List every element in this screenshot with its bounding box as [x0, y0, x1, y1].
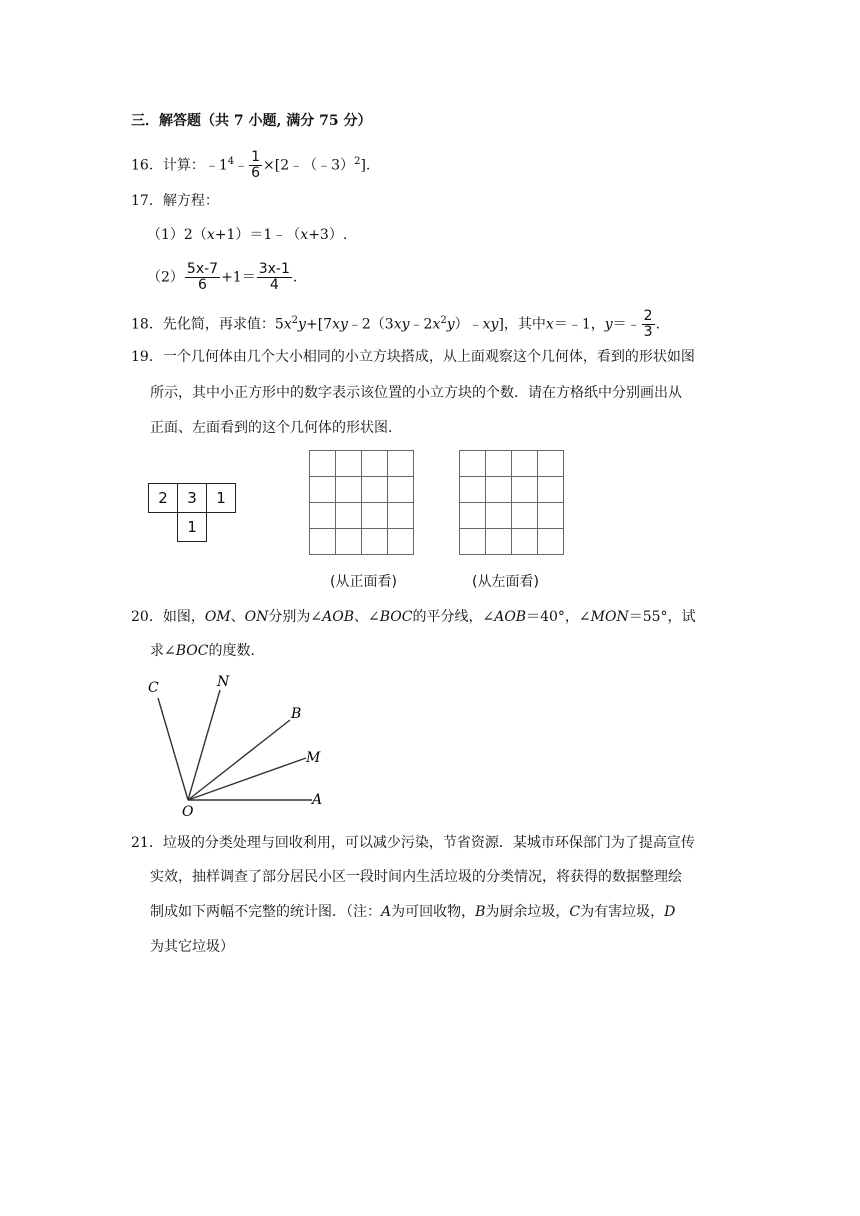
question-number: 20．	[131, 609, 163, 625]
question-17	[131, 191, 219, 211]
var-x: x	[432, 316, 441, 333]
question-20-line-2	[150, 641, 264, 661]
q21-text: 垃圾的分类处理与回收利用，可以减少污染，节省资源．某城市环保部门为了提高宣传	[162, 835, 695, 851]
q18-text-e: ]，其中	[498, 316, 546, 333]
q17-part-1	[147, 225, 347, 245]
q16-exponent-2: 2	[354, 155, 361, 167]
q18-text: 先化简，再求值：5	[162, 316, 284, 333]
q17-fraction-a	[185, 262, 220, 293]
caption-left-view: (从左面看)	[472, 574, 539, 590]
fraction-denominator: 6	[198, 277, 207, 293]
section-heading: 三．解答题（共 7 小题, 满分 75 分）	[131, 113, 372, 129]
var-c: C	[569, 904, 581, 920]
fraction-denominator: 4	[269, 277, 279, 293]
question-number: 16．	[131, 157, 163, 174]
q21-text: 为可回收物，	[391, 904, 476, 920]
var-xy: xy	[393, 316, 410, 333]
question-21-line-2: 实效，抽样调查了部分居民小区一段时间内生活垃圾的分类情况，将获得的数据整理绘	[150, 869, 682, 885]
var-x: x	[300, 227, 309, 243]
q16-rest: ×[2﹣（﹣3）	[263, 157, 355, 174]
q17-p1-text-b: +1）＝1﹣（	[214, 227, 301, 243]
question-19-line-2: 所示，其中小正方形中的数字表示该位置的小立方块的个数．请在方格纸中分别画出从	[150, 385, 682, 401]
q16-exponent: 4	[227, 155, 235, 167]
front-view-grid[interactable]	[309, 450, 415, 556]
q17-p2-mid: +1＝	[221, 269, 256, 286]
cell: 1	[206, 483, 236, 513]
q21-text: 为其它垃圾）	[150, 939, 234, 955]
var-on: ON	[244, 609, 269, 625]
question-21-line-1	[131, 833, 695, 853]
q19-text-1: 一个几何体由几个大小相同的小立方块搭成，从上面观察这个几何体，看到的形状如图	[162, 349, 695, 365]
var-a: A	[381, 904, 392, 920]
q18-text-b: ﹣2（3	[347, 316, 394, 333]
label-a: A	[312, 792, 323, 808]
var-y: y	[446, 316, 455, 333]
question-16	[131, 150, 370, 181]
q16-lead: 计算：﹣1	[162, 157, 228, 174]
q16-end: ].	[360, 157, 371, 174]
var-b: B	[475, 904, 486, 920]
question-number: 21．	[131, 835, 163, 851]
q17-p1-text-c: +3）.	[308, 227, 348, 243]
q17-p2-end: .	[292, 269, 298, 286]
left-view-grid[interactable]	[459, 450, 565, 556]
q17-text: 解方程：	[162, 193, 219, 209]
label-m: M	[306, 750, 321, 766]
var-boc: BOC	[175, 643, 209, 659]
angle-diagram	[140, 670, 340, 820]
q18-end: .	[655, 316, 661, 333]
ray-on	[188, 690, 220, 800]
question-20-line-1	[131, 607, 696, 627]
exponent: 2	[291, 314, 299, 326]
question-19-line-1	[131, 347, 695, 367]
q18-text-a: [7	[317, 316, 333, 333]
part-label: （2）	[147, 269, 184, 286]
question-number: 17．	[131, 193, 163, 209]
q20-text: 、	[230, 609, 245, 625]
label-b: B	[291, 706, 302, 722]
label-c: C	[148, 680, 159, 696]
cell: 3	[177, 483, 207, 513]
q18-text-f: ＝﹣1，	[553, 316, 605, 333]
q21-text: 为厨余垃圾，	[485, 904, 570, 920]
q18-text-g: ＝﹣	[612, 316, 641, 333]
fraction-numerator: 1	[251, 149, 261, 165]
q17-part-2	[147, 262, 297, 293]
caption-front-view: (从正面看)	[330, 574, 397, 590]
q20-text: 的平分线，∠	[412, 609, 495, 625]
question-number: 19．	[131, 349, 163, 365]
question-21-line-4	[150, 937, 234, 957]
var-d: D	[664, 904, 676, 920]
var-xy: xy	[482, 316, 499, 333]
question-21-line-3	[150, 902, 675, 922]
var-om: OM	[204, 609, 231, 625]
var-aob: AOB	[322, 609, 354, 625]
cell: 2	[148, 483, 178, 513]
q20-text: 的度数．	[208, 643, 265, 659]
q20-text: 分别为∠	[268, 609, 323, 625]
var-y: y	[298, 316, 306, 333]
q20-text: ＝55°，试	[628, 609, 696, 625]
q16-fraction	[249, 150, 262, 181]
var-boc: BOC	[379, 609, 413, 625]
fraction-numerator: 3x-1	[258, 261, 290, 277]
q20-text: 、∠	[354, 609, 380, 625]
q16-minus: ﹣	[234, 157, 249, 174]
question-19-line-3: 正面、左面看到的这个几何体的形状图．	[150, 420, 402, 436]
var-x: x	[283, 316, 292, 333]
part-label: （1）	[147, 227, 184, 243]
fraction-denominator: 3	[643, 324, 653, 340]
label-o: O	[182, 804, 194, 820]
q18-text-d: ）﹣	[454, 316, 483, 333]
ray-om	[188, 758, 306, 800]
fraction-numerator: 5x-7	[186, 261, 219, 277]
q21-text: 制成如下两幅不完整的统计图．（注：	[150, 904, 381, 920]
q17-p1-text-a: 2（	[183, 227, 207, 243]
q21-text: 为有害垃圾，	[580, 904, 665, 920]
q18-fraction	[642, 309, 655, 340]
var-mon: MON	[590, 609, 629, 625]
var-aob: AOB	[494, 609, 527, 625]
var-y: y	[604, 316, 613, 333]
var-x: x	[206, 227, 215, 243]
ray-oc	[158, 698, 188, 800]
var-xy: xy	[332, 316, 348, 333]
q18-text-c: ﹣2	[409, 316, 433, 333]
q17-fraction-b	[257, 262, 292, 293]
q20-text: ＝40°，∠	[526, 609, 591, 625]
label-n: N	[217, 674, 230, 690]
exponent: 2	[440, 314, 447, 326]
fraction-denominator: 6	[251, 165, 261, 181]
question-number: 18．	[131, 316, 163, 333]
question-18: 18．先化简，再求值：$5x^2y+[7xy﹣2(3xy﹣2x^2y)﹣xy]$，其中x＝﹣1，y＝﹣ $\frac{2}{3}$ .	[131, 308, 661, 340]
ray-ob	[188, 720, 290, 800]
var-x: x	[545, 316, 554, 333]
cell: 1	[177, 512, 207, 542]
q20-text: 求∠	[150, 643, 176, 659]
fraction-numerator: 2	[643, 308, 653, 324]
q20-text: 如图，	[162, 609, 205, 625]
